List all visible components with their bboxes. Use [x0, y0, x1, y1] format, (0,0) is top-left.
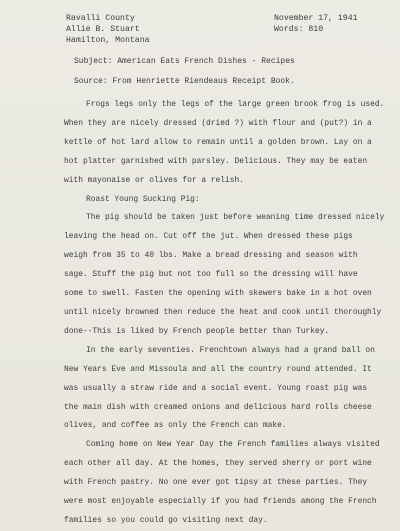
document-body — [64, 96, 392, 531]
county-name: Ravalli County — [66, 14, 135, 23]
author-location: Hamilton, Montana — [66, 36, 150, 45]
body-line: kettle of hot lard allow to remain until a golden brown. Lay on a — [64, 137, 372, 147]
body-line: done--This is liked by French people better than Turkey. — [64, 326, 330, 336]
body-line: In the early seventies. Frenchtown always had a grand ball on — [86, 345, 375, 355]
document-date: November 17, 1941 — [274, 14, 358, 23]
body-line: until nicely browned then reduce the heat and cook until thoroughly — [64, 307, 382, 317]
body-line: When they are nicely dressed (dried ?) with flour and (put?) in a — [64, 118, 372, 128]
author-name: Allie B. Stuart — [66, 25, 140, 34]
body-line: The pig should be taken just before weaning time dressed nicely — [86, 213, 385, 223]
body-line: the main dish with creamed onions and delicious hard rolls cheese — [64, 402, 372, 412]
body-line: sage. Stuff the pig but not too full so the dressing will have — [64, 270, 358, 280]
body-line: each other all day. At the homes, they served sherry or port wine — [64, 459, 372, 469]
body-line: some to swell. Fasten the opening with skewers bake in a hot oven — [64, 289, 372, 299]
body-line: weigh from 35 to 40 lbs. Make a bread dressing and season with — [64, 251, 358, 261]
body-line: New Years Eve and Missoula and all the country round attended. It — [64, 364, 372, 374]
word-count: Words: 810 — [274, 25, 324, 34]
body-line: Roast Young Sucking Pig: — [86, 194, 200, 204]
body-line: families so you could go visiting next day. — [64, 515, 268, 525]
subject-block — [74, 52, 295, 92]
body-line: with mayonaise or olives for a relish. — [64, 175, 244, 185]
body-line: leaving the head on. Cut off the jut. When dressed these pigs — [64, 232, 353, 242]
subject-line: Subject: American Eats French Dishes - Recipes — [74, 57, 295, 66]
body-line: was usually a straw ride and a social event. Young roast pig was — [64, 383, 368, 393]
header-left-block — [66, 13, 150, 46]
body-line: olives, and coffee as only the French can make. — [64, 421, 287, 431]
body-line: Frogs legs only the legs of the large green brook frog is used. — [86, 100, 385, 109]
body-line: were most enjoyable especially if you had friends among the French — [64, 497, 377, 507]
source-line: Source: From Henriette Riendeaus Receipt Book. — [74, 77, 295, 86]
body-line: Coming home on New Year Day the French families always visited — [86, 440, 380, 450]
body-line: with French pastry. No one ever got tipsy at these parties. They — [64, 478, 368, 488]
header-right-block — [274, 13, 358, 35]
body-line: hot platter garnished with parsley. Delicious. They may be eaten — [64, 156, 368, 166]
